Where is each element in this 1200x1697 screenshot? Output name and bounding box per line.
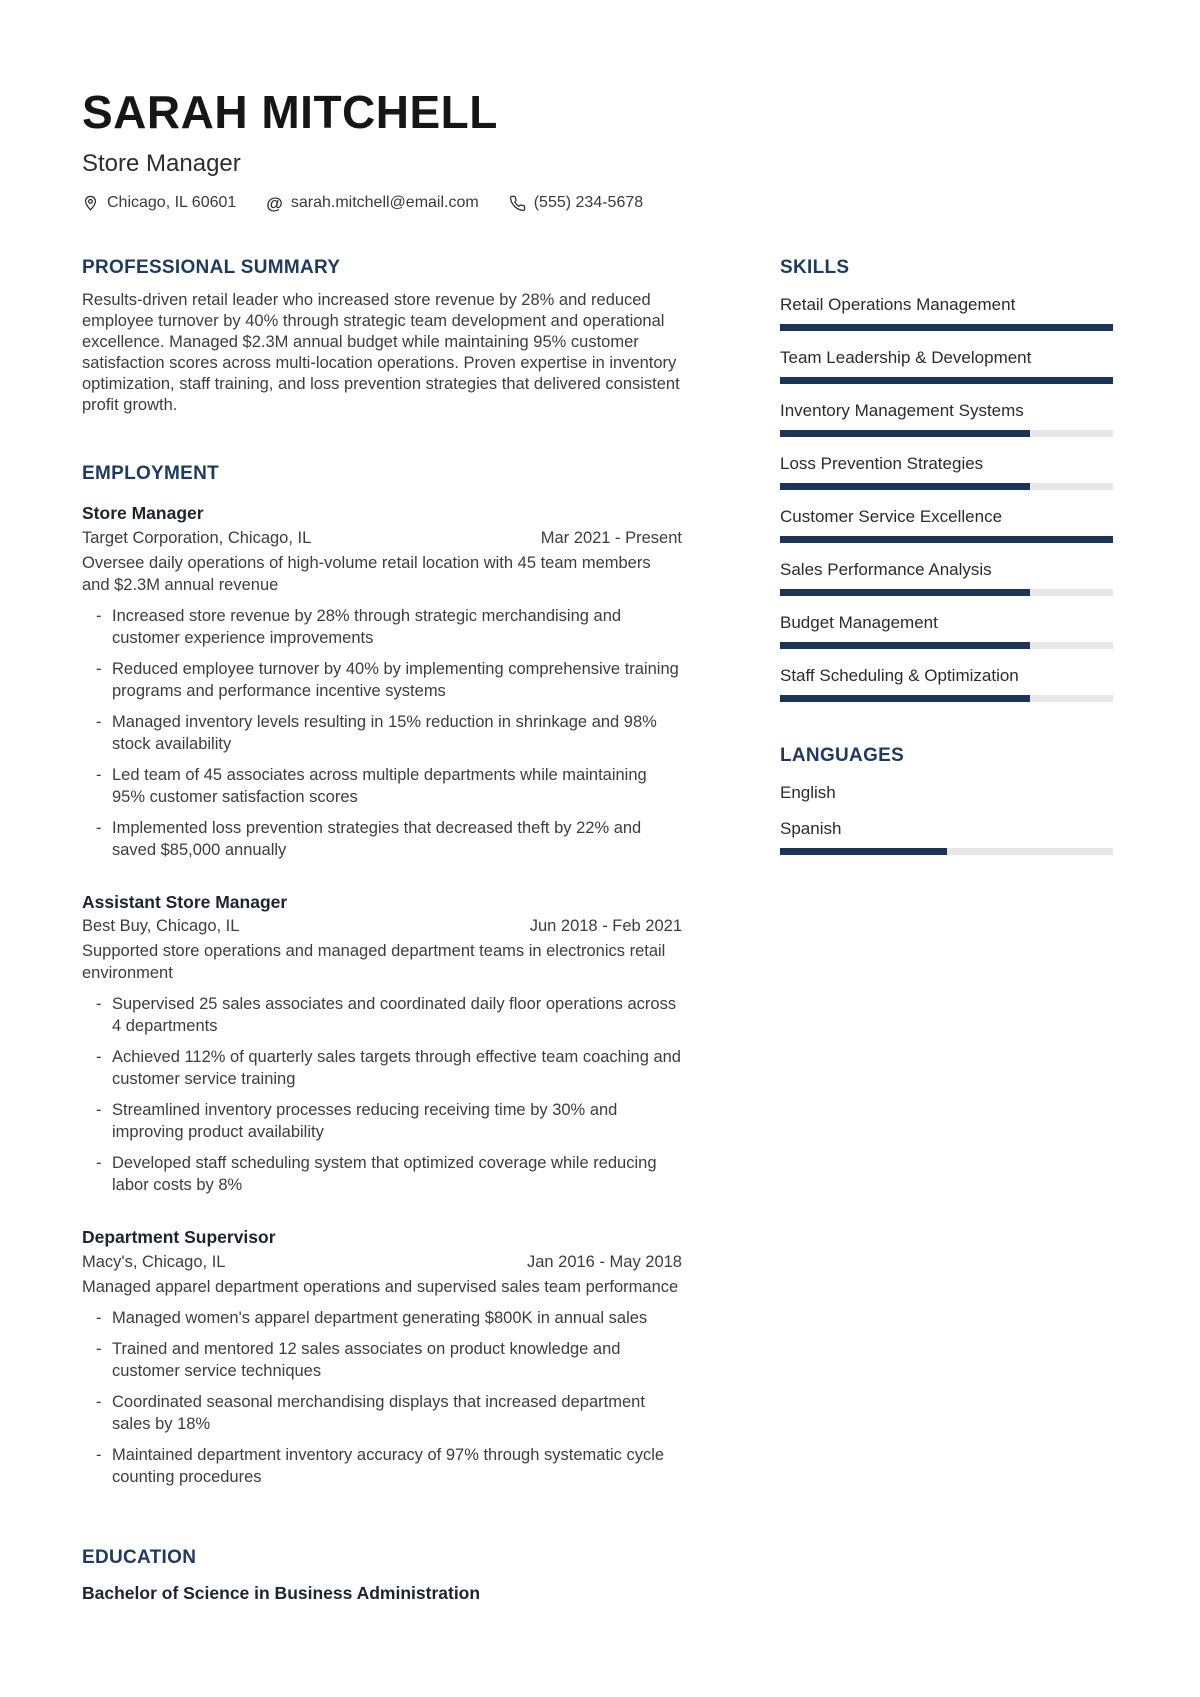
skill-bar-fill bbox=[780, 430, 1030, 437]
job-dates: Jun 2018 - Feb 2021 bbox=[529, 917, 682, 936]
education-heading: EDUCATION bbox=[82, 1547, 197, 1569]
skill-item bbox=[780, 347, 1113, 384]
job-bullet-list bbox=[82, 1307, 682, 1488]
language-label: English bbox=[780, 782, 836, 802]
resume-header bbox=[82, 88, 1115, 212]
job-bullet: - Coordinated seasonal merchandising displays that increased department sales by 18% bbox=[82, 1391, 682, 1435]
job-bullet-list bbox=[82, 605, 682, 861]
contact-email-text: sarah.mitchell@email.com bbox=[290, 194, 479, 212]
skill-bar-fill bbox=[780, 695, 1030, 702]
job-bullet-list bbox=[82, 993, 682, 1196]
job-description: Oversee daily operations of high-volume retail location with 45 team members and $2.3M annual revenue bbox=[82, 553, 651, 594]
person-job-title: Store Manager bbox=[82, 149, 241, 177]
job-meta bbox=[82, 1253, 682, 1272]
job-bullet: - Implemented loss prevention strategies that decreased theft by 22% and saved $85,000 annually bbox=[82, 817, 682, 861]
skill-item bbox=[780, 400, 1113, 437]
skill-item bbox=[780, 612, 1113, 649]
job-title: Department Supervisor bbox=[82, 1227, 276, 1248]
job-bullet: - Supervised 25 sales associates and coordinated daily floor operations across 4 departments bbox=[82, 993, 682, 1037]
contact-email bbox=[266, 194, 478, 212]
language-label: Spanish bbox=[780, 818, 842, 838]
skill-label: Retail Operations Management bbox=[780, 295, 1016, 315]
skill-bar bbox=[780, 536, 1113, 543]
job-company: Target Corporation, Chicago, IL bbox=[82, 528, 312, 547]
job-entry bbox=[82, 502, 682, 861]
job-company: Macy's, Chicago, IL bbox=[82, 1253, 226, 1272]
skill-bar-fill bbox=[780, 589, 1030, 596]
job-meta bbox=[82, 917, 682, 936]
job-entry bbox=[82, 891, 682, 1197]
section-education bbox=[82, 1546, 682, 1604]
skill-label: Sales Performance Analysis bbox=[780, 560, 992, 580]
job-title: Store Manager bbox=[82, 502, 204, 523]
right-column bbox=[780, 256, 1113, 1604]
skill-bar bbox=[780, 324, 1113, 331]
skill-label: Budget Management bbox=[780, 613, 938, 633]
job-bullet: - Trained and mentored 12 sales associates on product knowledge and customer service techniques bbox=[82, 1338, 682, 1382]
job-bullet: - Managed women's apparel department generating $800K in annual sales bbox=[82, 1307, 682, 1329]
job-description: Managed apparel department operations and supervised sales team performance bbox=[82, 1278, 679, 1297]
left-column bbox=[82, 256, 682, 1604]
contact-row bbox=[82, 194, 1115, 212]
language-item bbox=[780, 818, 1113, 855]
section-employment bbox=[82, 462, 682, 1488]
skill-bar-fill bbox=[780, 642, 1030, 649]
skill-bar bbox=[780, 695, 1113, 702]
job-bullet: - Maintained department inventory accuracy of 97% through systematic cycle counting procedures bbox=[82, 1444, 682, 1488]
skill-bar-fill bbox=[780, 483, 1030, 490]
skill-item bbox=[780, 559, 1113, 596]
contact-location bbox=[82, 194, 236, 212]
language-bar bbox=[780, 848, 1113, 855]
job-description: Supported store operations and managed department teams in electronics retail environment bbox=[82, 942, 666, 983]
skills-heading: SKILLS bbox=[780, 257, 850, 279]
skill-item bbox=[780, 294, 1113, 331]
summary-heading: PROFESSIONAL SUMMARY bbox=[82, 257, 341, 279]
map-pin-icon bbox=[82, 195, 99, 212]
job-company: Best Buy, Chicago, IL bbox=[82, 917, 240, 936]
job-bullet: - Increased store revenue by 28% through strategic merchandising and customer experience improvements bbox=[82, 605, 682, 649]
skill-bar bbox=[780, 589, 1113, 596]
skill-label: Team Leadership & Development bbox=[780, 348, 1032, 368]
contact-phone bbox=[509, 194, 643, 212]
skill-label: Customer Service Excellence bbox=[780, 507, 1003, 527]
section-professional-summary bbox=[82, 256, 682, 416]
job-dates: Jan 2016 - May 2018 bbox=[526, 1253, 682, 1272]
education-degree: Bachelor of Science in Business Administration bbox=[82, 1582, 481, 1603]
job-title: Assistant Store Manager bbox=[82, 891, 288, 912]
language-item bbox=[780, 782, 1113, 804]
resume-columns bbox=[82, 256, 1115, 1604]
contact-location-text: Chicago, IL 60601 bbox=[107, 194, 237, 212]
skill-bar bbox=[780, 642, 1113, 649]
employment-heading: EMPLOYMENT bbox=[82, 463, 220, 485]
skill-bar bbox=[780, 483, 1113, 490]
job-bullet: - Managed inventory levels resulting in 15% reduction in shrinkage and 98% stock availability bbox=[82, 711, 682, 755]
phone-icon bbox=[509, 195, 526, 212]
job-bullet: - Reduced employee turnover by 40% by implementing comprehensive training programs and performance incentive systems bbox=[82, 658, 682, 702]
summary-text: Results-driven retail leader who increased store revenue by 28% and reduced employee turnover by 40% through strategic team development and operational excellence. Managed $2.3M annual budget while maintaining 95% customer satisfaction scores across multi-location operations. Proven expertise in inventory optimization, staff training, and loss prevention strategies that delivered consistent profit growth. bbox=[82, 291, 680, 415]
skill-bar-fill bbox=[780, 377, 1113, 384]
job-bullet: - Achieved 112% of quarterly sales targets through effective team coaching and customer service training bbox=[82, 1046, 682, 1090]
skill-label: Staff Scheduling & Optimization bbox=[780, 666, 1019, 686]
job-bullet: - Streamlined inventory processes reducing receiving time by 30% and improving product availability bbox=[82, 1099, 682, 1143]
skill-bar-fill bbox=[780, 536, 1113, 543]
languages-heading: LANGUAGES bbox=[780, 745, 905, 767]
job-bullet: - Led team of 45 associates across multiple departments while maintaining 95% customer satisfaction scores bbox=[82, 764, 682, 808]
skill-label: Inventory Management Systems bbox=[780, 401, 1024, 421]
language-bar-fill bbox=[780, 848, 947, 855]
skill-item bbox=[780, 506, 1113, 543]
skill-item bbox=[780, 665, 1113, 702]
contact-phone-text: (555) 234-5678 bbox=[533, 194, 644, 212]
job-dates: Mar 2021 - Present bbox=[540, 528, 682, 547]
job-bullet: - Developed staff scheduling system that optimized coverage while reducing labor costs by 8% bbox=[82, 1152, 682, 1196]
skill-bar bbox=[780, 430, 1113, 437]
section-skills bbox=[780, 256, 1113, 702]
section-languages bbox=[780, 744, 1113, 855]
job-meta bbox=[82, 529, 682, 548]
skill-bar bbox=[780, 377, 1113, 384]
skill-label: Loss Prevention Strategies bbox=[780, 454, 984, 474]
skill-item bbox=[780, 453, 1113, 490]
skill-bar-fill bbox=[780, 324, 1113, 331]
at-sign-icon: @ bbox=[266, 193, 283, 213]
job-entry bbox=[82, 1226, 682, 1488]
person-name: SARAH MITCHELL bbox=[82, 86, 498, 138]
